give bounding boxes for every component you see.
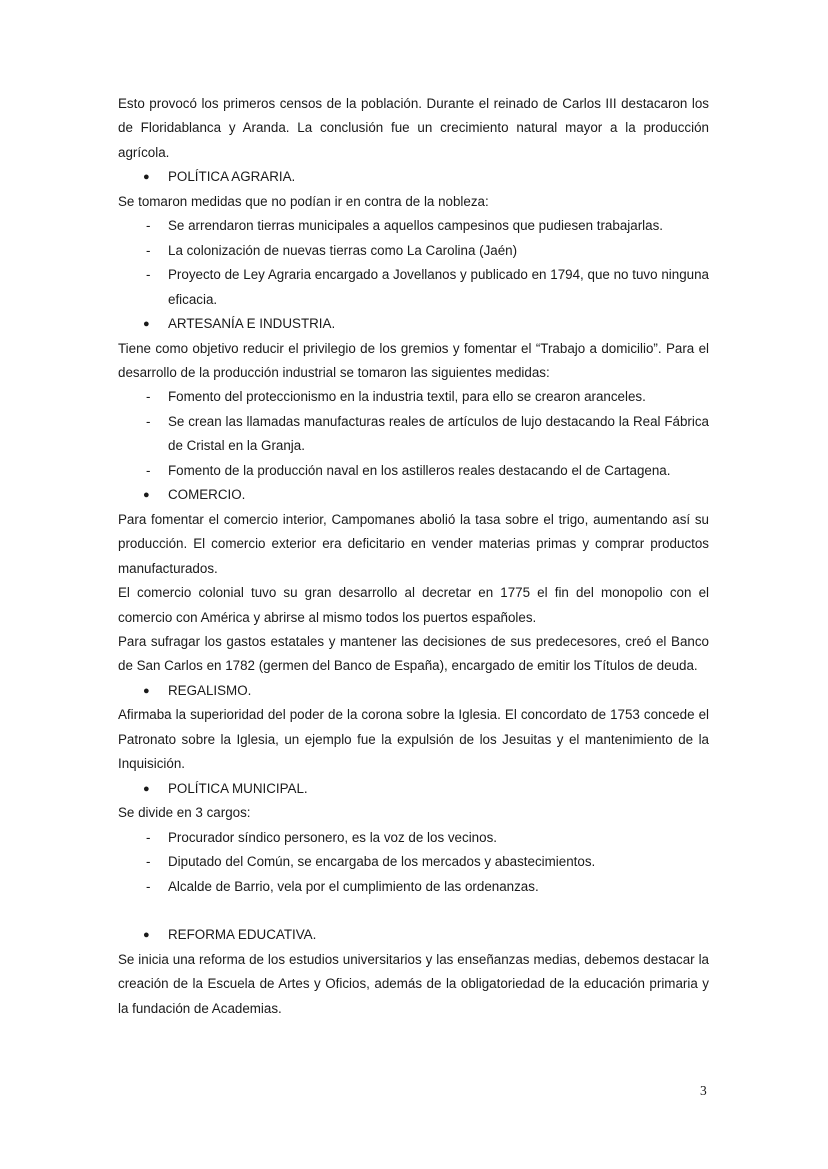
paragraph [118,190,709,214]
page-number: 3 [700,1083,707,1098]
document-body [118,92,709,1021]
bullet-icon: ● [143,318,150,331]
paragraph [118,337,709,386]
text: Afirmaba la superioridad del poder de la corona sobre la Iglesia. El concordato de 1753 concede el Patronato sobre la Iglesia, un ejemplo fue la expulsión de los Jesuitas y el mantenimiento de la Inquisición. [118,707,709,772]
bullet-icon: ● [143,171,150,184]
dash-icon: - [146,218,151,234]
list-item [118,410,709,459]
text: Proyecto de Ley Agraria encargado a Jovellanos y publicado en 1794, que no tuvo ninguna eficacia. [168,267,709,307]
text: La colonización de nuevas tierras como La Carolina (Jaén) [168,242,518,258]
text: POLÍTICA AGRARIA. [168,169,296,185]
dash-icon: - [146,878,151,894]
text: Para fomentar el comercio interior, Campomanes abolió la tasa sobre el trigo, aumentando así su producción. El comercio exterior era deficitario en vender materias primas y comprar productos manufacturados. [118,511,709,576]
text: ARTESANÍA E INDUSTRIA. [168,316,336,332]
text: Fomento de la producción naval en los astilleros reales destacando el de Cartagena. [168,462,671,478]
dash-icon: - [146,267,151,283]
paragraph [118,948,709,1021]
dash-icon: - [146,242,151,258]
text: Se arrendaron tierras municipales a aquellos campesinos que pudiesen trabajarlas. [168,218,663,234]
list-item [118,385,709,409]
text: POLÍTICA MUNICIPAL. [168,780,308,796]
text: Se divide en 3 cargos: [118,805,251,821]
text: Se crean las llamadas manufacturas reales de artículos de lujo destacando la Real Fábrica de Cristal en la Granja. [168,413,709,454]
dash-icon: - [146,854,151,870]
text: REGALISMO. [168,682,252,698]
paragraph [118,801,709,825]
text: Alcalde de Barrio, vela por el cumplimiento de las ordenanzas. [168,878,539,894]
bullet-icon: ● [143,684,150,697]
paragraph [118,92,709,165]
list-item [118,263,709,312]
list-item [118,214,709,238]
section-heading-bullet [118,312,709,336]
list-item [118,850,709,874]
section-heading-bullet [118,483,709,507]
text: Procurador síndico personero, es la voz de los vecinos. [168,829,497,845]
section-heading-bullet [118,679,709,703]
text: Fomento del proteccionismo en la industria textil, para ello se crearon aranceles. [168,389,646,405]
paragraph [118,508,709,581]
bullet-icon: ● [143,489,150,502]
dash-icon: - [146,413,151,429]
section-heading-bullet [118,777,709,801]
list-item [118,239,709,263]
dash-icon: - [146,389,151,405]
blank-line [118,899,709,923]
text: Diputado del Común, se encargaba de los mercados y abastecimientos. [168,854,596,870]
paragraph [118,703,709,776]
paragraph [118,581,709,630]
text: Para sufragar los gastos estatales y mantener las decisiones de sus predecesores, creó el Banco de San Carlos en 1782 (germen del Banco de España), encargado de emitir los Títulos de deuda. [118,633,709,674]
list-item [118,459,709,483]
text: COMERCIO. [168,487,246,503]
dash-icon: - [146,829,151,845]
text: El comercio colonial tuvo su gran desarrollo al decretar en 1775 el fin del monopolio con el comercio con América y abrirse al mismo todos los puertos españoles. [118,585,709,625]
text: REFORMA EDUCATIVA. [168,927,317,943]
text: Se inicia una reforma de los estudios universitarios y las enseñanzas medias, debemos destacar la creación de la Escuela de Artes y Oficios, además de la obligatoriedad de la educación primaria y la fundación de Academias. [118,951,709,1016]
text: Se tomaron medidas que no podían ir en contra de la nobleza: [118,193,489,209]
bullet-icon: ● [143,782,150,795]
bullet-icon: ● [143,929,150,942]
text: Tiene como objetivo reducir el privilegio de los gremios y fomentar el “Trabajo a domicilio”. Para el desarrollo de la producción industrial se tomaron las siguientes medidas: [118,340,709,380]
list-item [118,826,709,850]
dash-icon: - [146,462,151,478]
paragraph [118,630,709,679]
section-heading-bullet [118,165,709,189]
text: Esto provocó los primeros censos de la población. Durante el reinado de Carlos III destacaron los de Floridablanca y Aranda. La conclusión fue un crecimiento natural mayor a la producción agrícola. [118,96,709,160]
section-heading-bullet [118,923,709,947]
list-item [118,875,709,899]
